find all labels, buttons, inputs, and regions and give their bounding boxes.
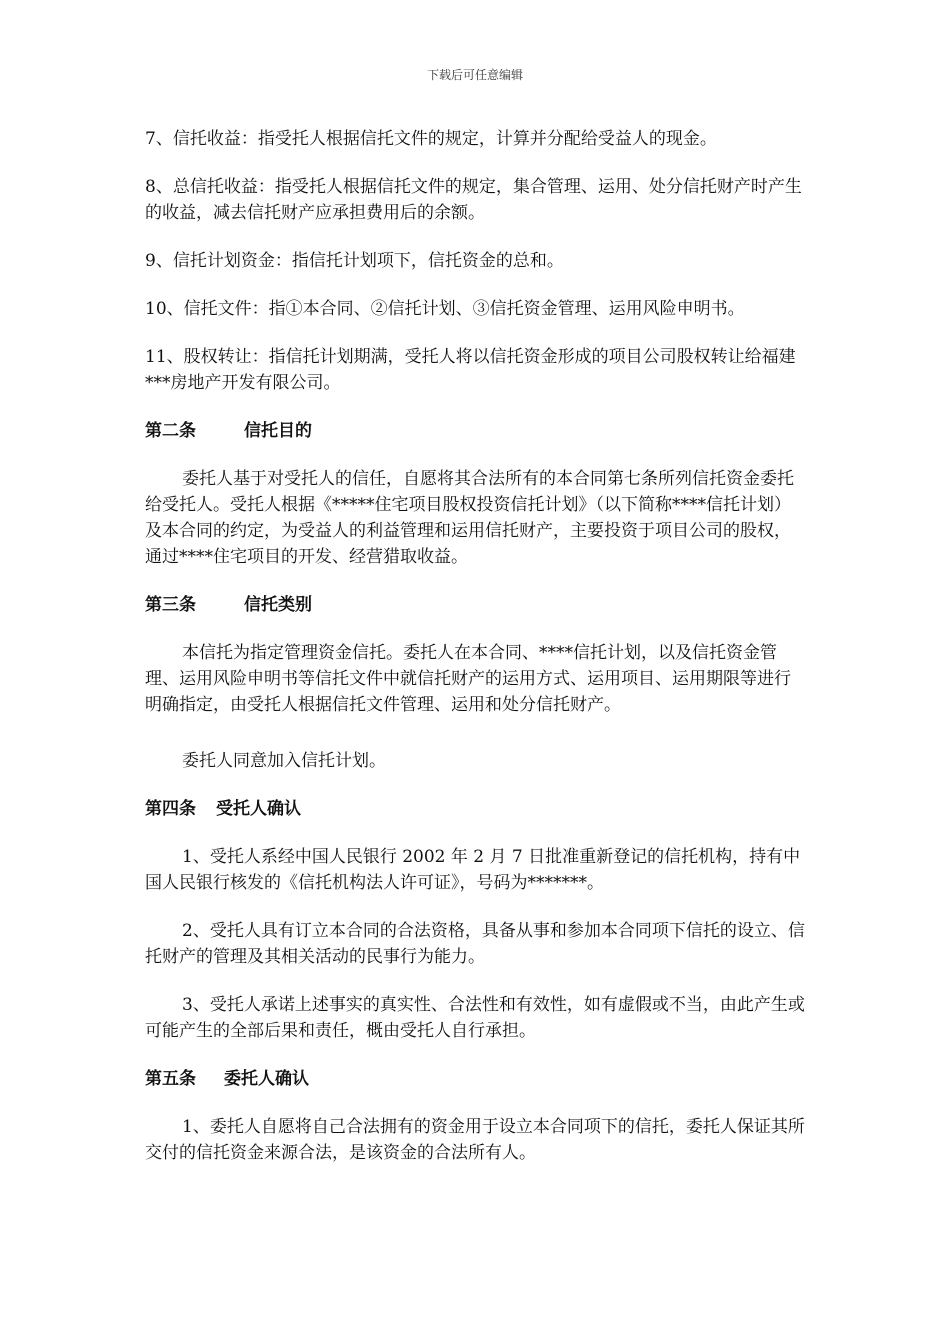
article-2-label: 第二条	[145, 421, 196, 441]
article-3-label: 第三条	[145, 595, 196, 615]
article-2-heading	[145, 418, 807, 444]
article-3-join-statement: 委托人同意加入信托计划。	[182, 751, 386, 771]
article-4-item-2: 2、受托人具有订立本合同的合法资格，具备从事和参加本合同项下信托的设立、信托财产的管理及其相关活动的民事行为能力。	[145, 921, 805, 967]
document-body	[145, 126, 807, 1188]
definition-8: 8、总信托收益：指受托人根据信托文件的规定，集合管理、运用、处分信托财产时产生的收益，减去信托财产应承担费用后的余额。	[145, 177, 802, 223]
article-3-title: 信托类别	[244, 595, 312, 615]
article-4-heading	[145, 796, 807, 822]
article-3-body: 本信托为指定管理资金信托。委托人在本合同、****信托计划，以及信托资金管理、运用风险申明书等信托文件中就信托财产的运用方式、运用项目、运用期限等进行明确指定，由受托人根据信托文件管理、运用和处分信托财产。	[145, 643, 791, 715]
article-3-heading	[145, 592, 807, 618]
article-5-label: 第五条	[145, 1069, 196, 1089]
article-2-title: 信托目的	[244, 421, 312, 441]
definition-9: 9、信托计划资金：指信托计划项下，信托资金的总和。	[145, 251, 564, 271]
definition-7: 7、信托收益：指受托人根据信托文件的规定，计算并分配给受益人的现金。	[145, 129, 717, 149]
article-4-item-1: 1、受托人系经中国人民银行 2002 年 2 月 7 日批准重新登记的信托机构，持有中国人民银行核发的《信托机构法人许可证》，号码为*******。	[145, 847, 801, 893]
article-5-title: 委托人确认	[224, 1069, 309, 1089]
article-2-body: 委托人基于对受托人的信任，自愿将其合法所有的本合同第七条所列信托资金委托给受托人。受托人根据《*****住宅项目股权投资信托计划》（以下简称****信托计划）及本合同的约定，为受益人的利益管理和运用信托财产，主要投资于项目公司的股权，通过****住宅项目的开发、经营猎取收益。	[145, 469, 794, 567]
definition-11: 11、股权转让：指信托计划期满，受托人将以信托资金形成的项目公司股权转让给福建***房地产开发有限公司。	[145, 347, 796, 393]
article-4-label: 第四条	[145, 799, 196, 819]
page-header: 下载后可任意编辑	[426, 68, 523, 82]
definition-10: 10、信托文件：指①本合同、②信托计划、③信托资金管理、运用风险申明书。	[145, 299, 745, 319]
article-5-item-1: 1、委托人自愿将自己合法拥有的资金用于设立本合同项下的信托，委托人保证其所交付的信托资金来源合法，是该资金的合法所有人。	[145, 1117, 805, 1163]
article-4-title: 受托人确认	[216, 799, 301, 819]
article-4-item-3: 3、受托人承诺上述事实的真实性、合法性和有效性，如有虚假或不当，由此产生或可能产生的全部后果和责任，概由受托人自行承担。	[145, 995, 805, 1041]
article-5-heading	[145, 1066, 807, 1092]
